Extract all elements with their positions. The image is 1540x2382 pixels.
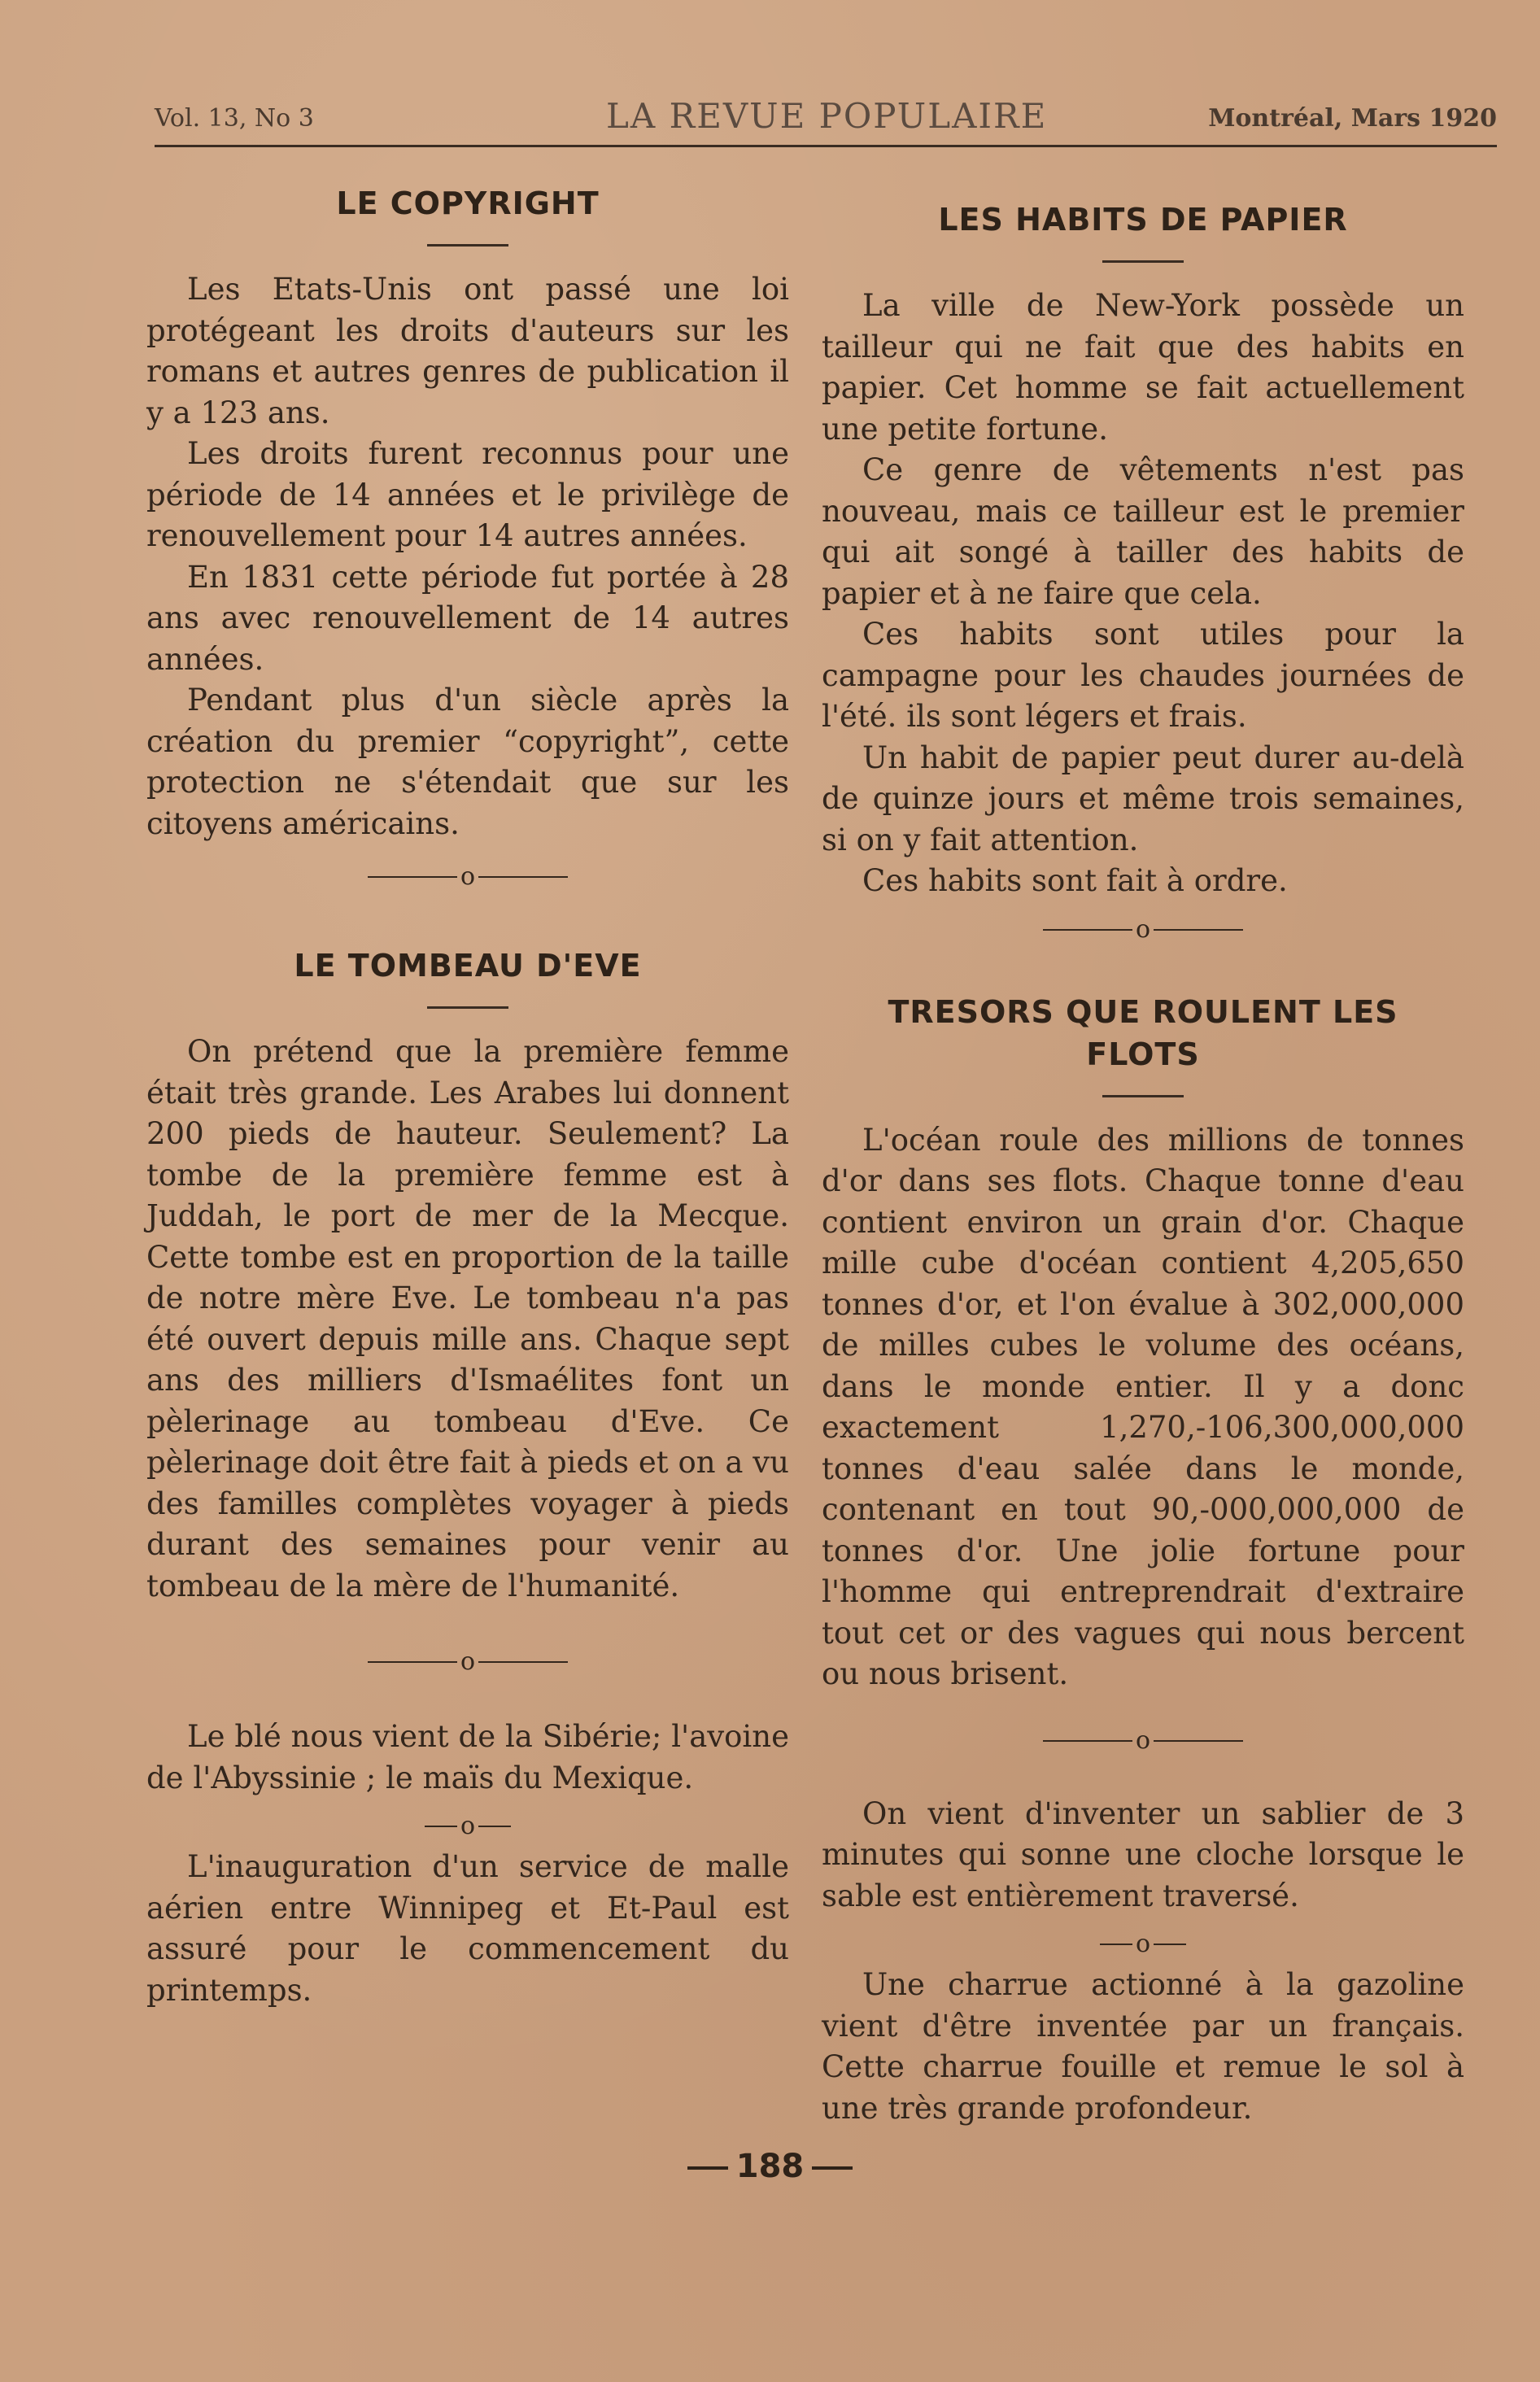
separator-mark: o — [1135, 1725, 1151, 1755]
title-rule — [427, 244, 508, 246]
separator-dash — [478, 876, 568, 878]
separator — [146, 1641, 789, 1682]
page-number — [0, 2148, 1540, 2185]
paragraph: Les droits furent reconnus pour une période de 14 années et le privilège de renouvellement pour 14 autres années. — [146, 436, 789, 553]
volume-number: Vol. 13, No 3 — [155, 104, 314, 133]
folio-dash — [812, 2166, 853, 2170]
separator — [822, 1720, 1464, 1761]
separator-dash — [1154, 1944, 1186, 1945]
brief-inauguration: L'inauguration d'un service de malle aérien entre Winnipeg et Et-Paul est assuré pour le commencement du printemps. — [146, 1849, 789, 2008]
separator-mark: o — [460, 862, 476, 891]
article-title: LE COPYRIGHT — [336, 185, 600, 221]
separator-mark: o — [1135, 1930, 1151, 1958]
separator-dash — [425, 1826, 457, 1827]
article-tresors — [822, 991, 1464, 1695]
paragraph: L'océan roule des millions de tonnes d'or dans ses flots. Chaque tonne d'eau contient environ un grain d'or. Chaque mille cube d'océan contient 4,205,650 tonnes d'or, et l'on évalue à 302,000,000 de milles cubes le volume des océans, dans le monde entier. Il y a donc exactement 1,270,-106,300,000,000 tonnes d'eau salée dans le monde, contenant en tout 90,-000,000,000 de tonnes d'or. Une jolie fortune pour l'homme qui entreprendrait d'extraire tout cet or des vagues qui nous bercent ou nous brisent. — [822, 1122, 1464, 1691]
page-number-value: 188 — [735, 2148, 805, 2185]
separator — [146, 856, 789, 897]
separator-mark: o — [460, 1812, 476, 1840]
separator-dash — [1043, 929, 1132, 931]
separator-dash — [1100, 1944, 1132, 1945]
paragraph: Pendant plus d'un siècle après la création du premier “copyright”, cette protection ne s'étendait que sur les citoyens américains. — [146, 683, 789, 841]
running-header — [155, 96, 1497, 153]
separator-mark: o — [1135, 914, 1151, 944]
article-title: LE TOMBEAU D'EVE — [294, 948, 642, 984]
separator-dash — [478, 1661, 568, 1663]
separator-dash — [1154, 929, 1243, 931]
separator — [146, 1805, 789, 1847]
separator-mark: o — [460, 1647, 476, 1676]
paragraph: En 1831 cette période fut portée à 28 ans avec renouvellement de 14 autres années. — [146, 559, 789, 677]
right-column — [822, 182, 1464, 2129]
paragraph: Un habit de papier peut durer au-delà de quinze jours et même trois semaines, si on y fait attention. — [822, 739, 1464, 857]
article-title: TRESORS QUE ROULENT LES FLOTS — [888, 993, 1398, 1072]
article-copyright — [146, 182, 789, 844]
brief-ble: Le blé nous vient de la Sibérie; l'avoine de l'Abyssinie ; le maïs du Mexique. — [146, 1719, 789, 1795]
separator-dash — [368, 876, 457, 878]
article-tombeau — [146, 945, 789, 1607]
separator-dash — [368, 1661, 457, 1663]
paragraph: Ces habits sont utiles pour la campagne pour les chaudes journées de l'été. ils sont légers et frais. — [822, 617, 1464, 734]
article-habits — [822, 198, 1464, 902]
publication-title: LA REVUE POPULAIRE — [606, 96, 1048, 136]
folio-dash — [687, 2166, 728, 2170]
paragraph: Ces habits sont fait à ordre. — [862, 863, 1288, 898]
title-rule — [427, 1006, 508, 1009]
brief-charrue: Une charrue actionné à la gazoline vient d'être inventée par un français. Cette charrue fouille et remue le sol à une très grande profondeur. — [822, 1967, 1464, 2126]
left-column — [146, 182, 789, 2011]
issue-date: Montréal, Mars 1920 — [1208, 104, 1497, 133]
paragraph: La ville de New-York possède un tailleur qui ne fait que des habits en papier. Cet homme se fait actuellement une petite fortune. — [822, 288, 1464, 447]
paragraph: Ce genre de vêtements n'est pas nouveau, mais ce tailleur est le premier qui ait songé à tailler des habits de papier et à ne faire que cela. — [822, 452, 1464, 611]
separator — [822, 1923, 1464, 1965]
separator-dash — [478, 1826, 511, 1827]
title-rule — [1102, 1095, 1184, 1097]
separator — [822, 909, 1464, 950]
paragraph: Les Etats-Unis ont passé une loi protégeant les droits d'auteurs sur les romans et autres genres de publication il y a 123 ans. — [146, 272, 789, 430]
paragraph: On prétend que la première femme était très grande. Les Arabes lui donnent 200 pieds de hauteur. Seulement? La tombe de la première femme est à Juddah, le port de mer de la Mecque. Cette tombe est en proportion de la taille de notre mère Eve. Le tombeau n'a pas été ouvert depuis mille ans. Chaque sept ans des milliers d'Ismaélites font un pèlerinage au tombeau d'Eve. Ce pèlerinage doit être fait à pieds et on a vu des familles complètes voyager à pieds durant des semaines pour venir au tombeau de la mère de l'humanité. — [146, 1034, 789, 1603]
article-title: LES HABITS DE PAPIER — [938, 202, 1348, 238]
header-rule — [155, 145, 1497, 147]
title-rule — [1102, 260, 1184, 263]
separator-dash — [1043, 1740, 1132, 1742]
brief-sablier: On vient d'inventer un sablier de 3 minutes qui sonne une cloche lorsque le sable est entièrement traversé. — [822, 1795, 1464, 1913]
separator-dash — [1154, 1740, 1243, 1742]
